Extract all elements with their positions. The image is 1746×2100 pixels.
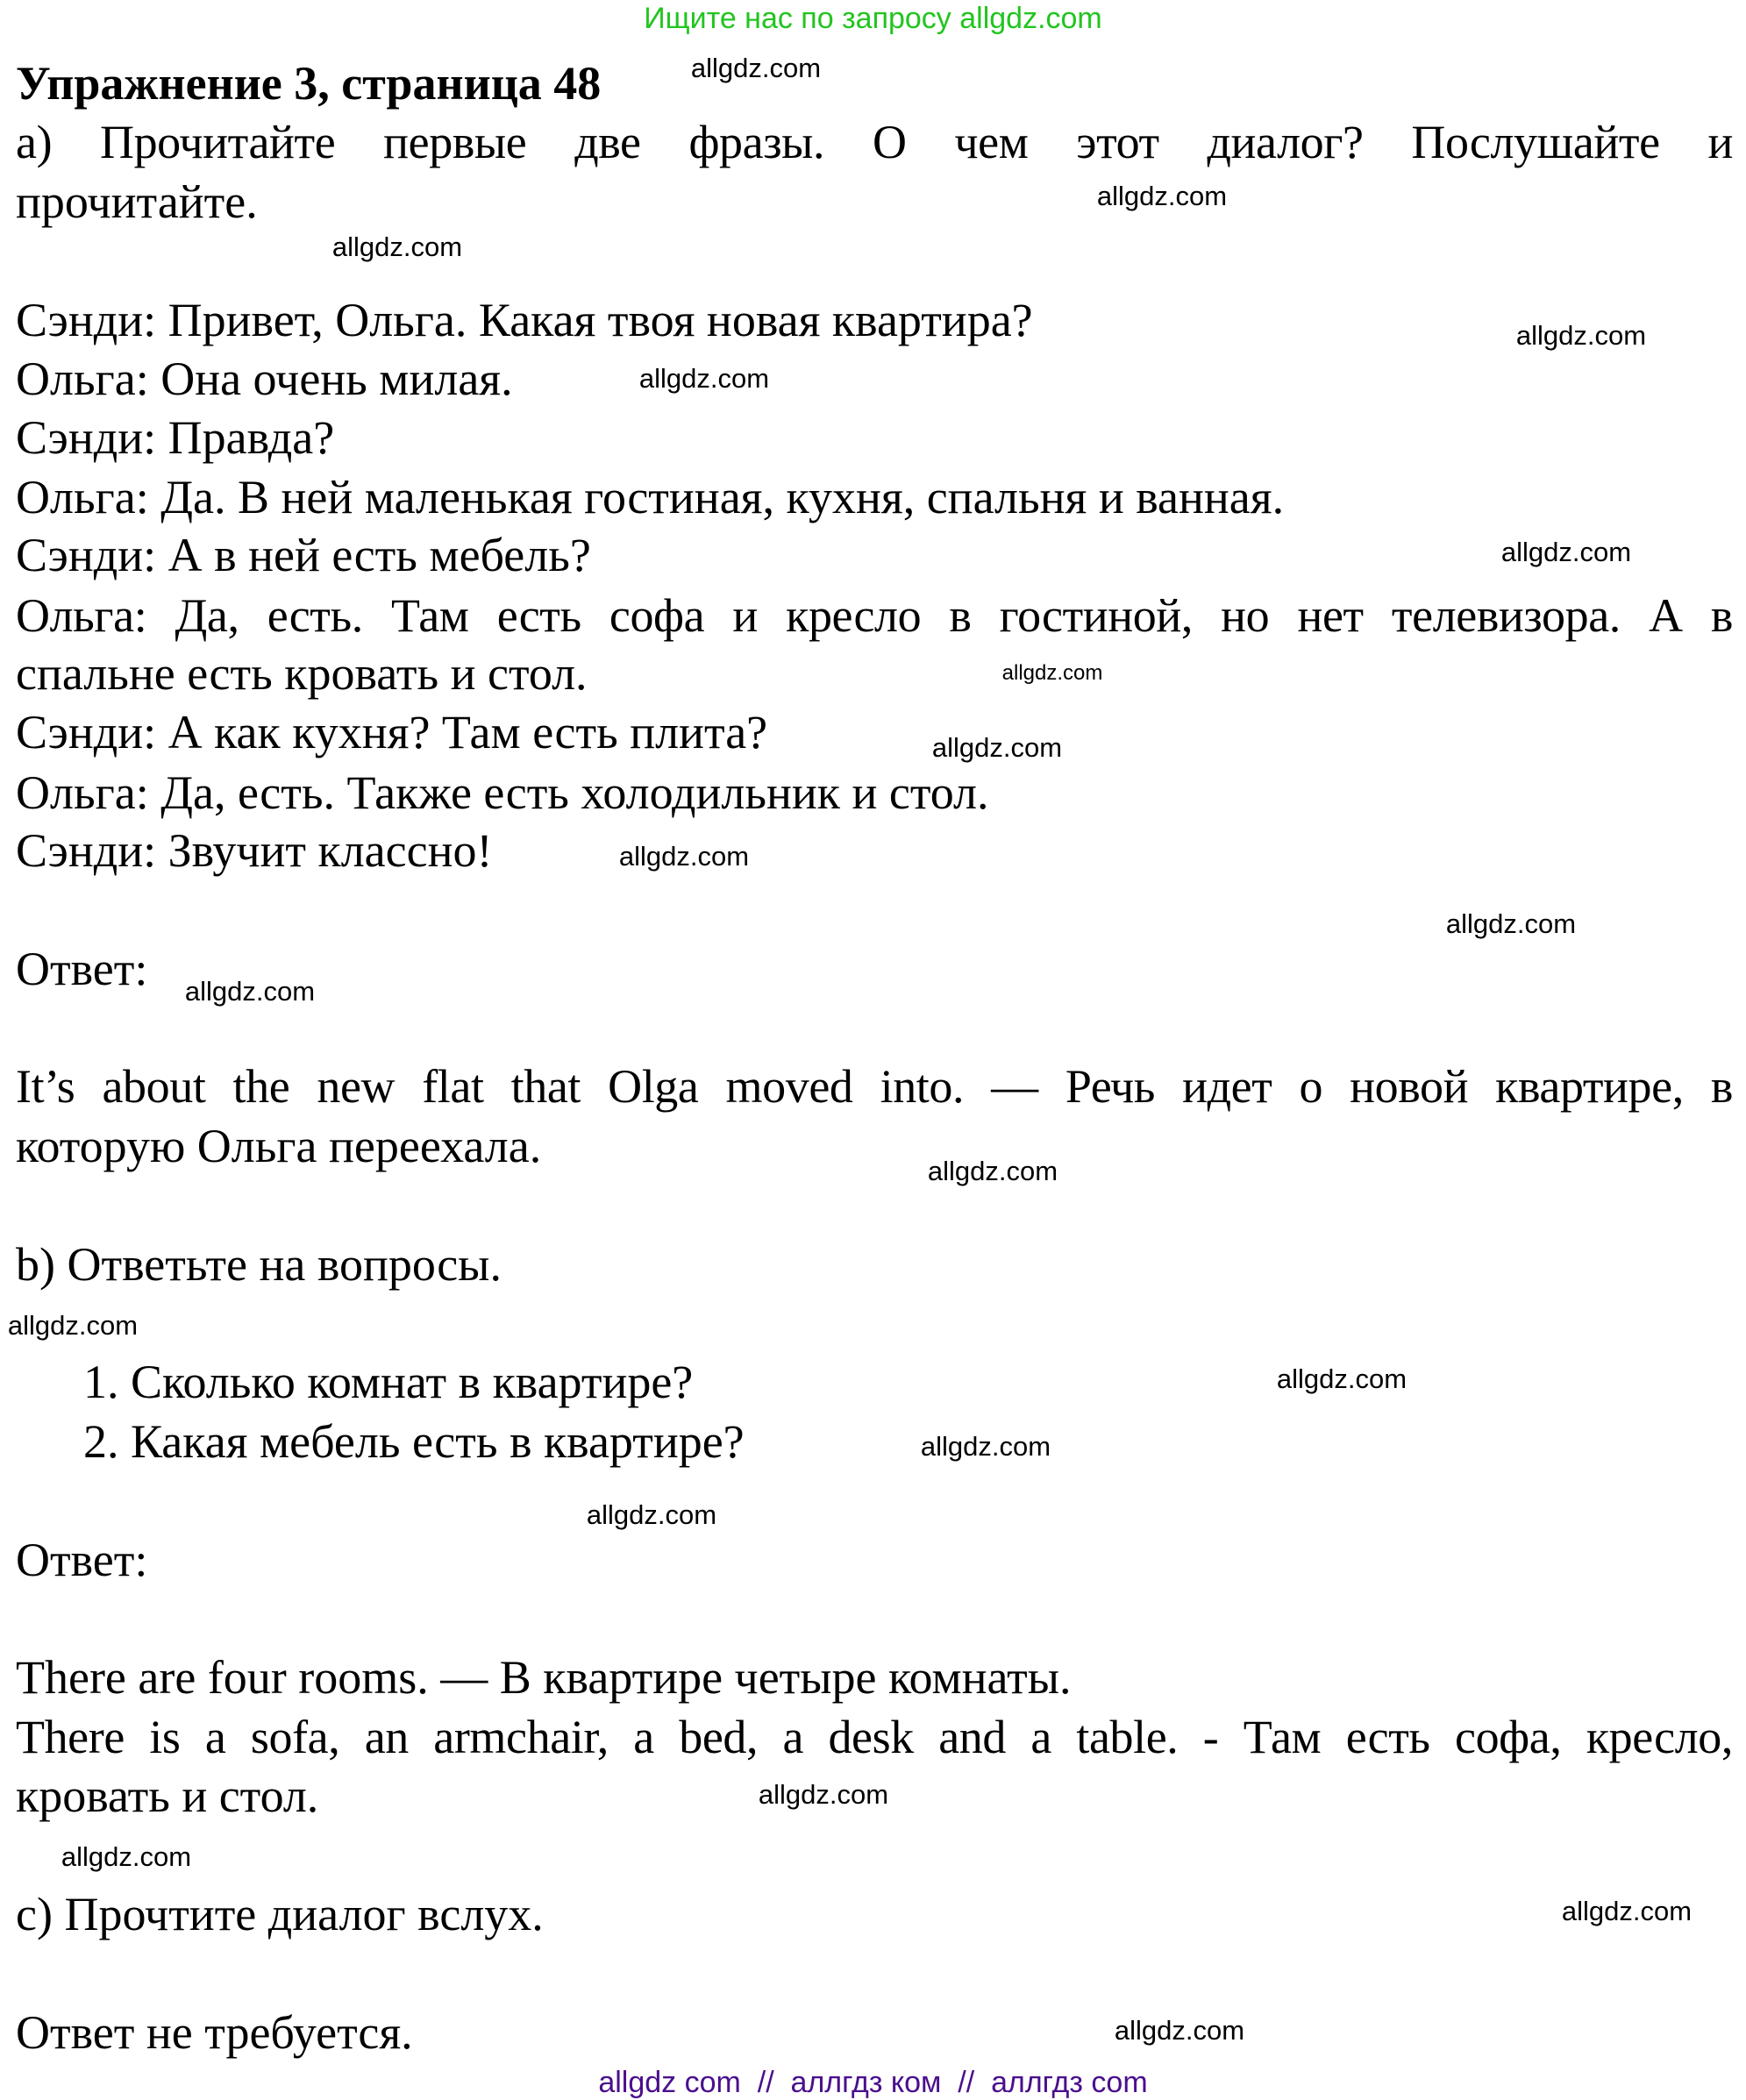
dialog-line: Сэнди: Звучит классно!	[16, 824, 493, 877]
watermark: allgdz.com	[1276, 1363, 1407, 1394]
dialog-line: Ольга: Она очень милая.	[16, 352, 513, 405]
task-c-answer: Ответ не требуется.	[16, 2006, 413, 2059]
task-a-line1: а) Прочитайте первые две фразы. О чем этот диалог? Послушайте и	[16, 116, 1733, 168]
dialog-line: Ольга: Да, есть. Также есть холодильник и стол.	[16, 766, 989, 819]
question-item: 2. Какая мебель есть в квартире?	[83, 1415, 745, 1468]
watermark: allgdz.com	[586, 1499, 717, 1530]
watermark: allgdz.com	[1561, 1896, 1693, 1926]
watermark: allgdz.com	[1500, 537, 1632, 567]
dialog-line: Ольга: Да. В ней маленькая гостиная, кухня, спальня и ванная.	[16, 471, 1285, 523]
watermark: allgdz.com	[638, 363, 770, 394]
answer-label-a: Ответ:	[16, 943, 148, 995]
answer-b-line: There is a sofa, an armchair, a bed, a desk and a table. - Там есть софа, кресло,	[16, 1711, 1733, 1763]
dialog-line: спальне есть кровать и стол.	[16, 647, 588, 700]
answer-b-line: There are four rooms. — В квартире четыре комнаты.	[16, 1651, 1072, 1704]
watermark: allgdz.com	[184, 976, 316, 1007]
watermark: allgdz.com	[331, 231, 463, 262]
watermark: allgdz.com	[1515, 320, 1647, 351]
task-c-title: с) Прочтите диалог вслух.	[16, 1888, 544, 1940]
watermark: allgdz.com	[1445, 908, 1577, 939]
task-b-title: b) Ответьте на вопросы.	[16, 1238, 502, 1291]
answer-label-b: Ответ:	[16, 1534, 148, 1586]
watermark: allgdz.com	[1001, 661, 1103, 685]
answer-b-line: кровать и стол.	[16, 1769, 319, 1822]
dialog-line: Сэнди: Правда?	[16, 411, 335, 464]
answer-a-line1: It’s about the new flat that Olga moved into. — Речь идет о новой квартире, в	[16, 1060, 1733, 1113]
watermark: allgdz.com	[1096, 181, 1228, 211]
dialog-line: Сэнди: Привет, Ольга. Какая твоя новая квартира?	[16, 294, 1033, 346]
answer-a-line2: которую Ольга переехала.	[16, 1120, 542, 1172]
watermark: allgdz.com	[61, 1841, 192, 1872]
dialog-line: Сэнди: А в ней есть мебель?	[16, 529, 591, 581]
watermark: allgdz.com	[1114, 2015, 1245, 2046]
watermark: allgdz.com	[7, 1310, 139, 1341]
dialog-line: Сэнди: А как кухня? Там есть плита?	[16, 706, 768, 758]
watermark: allgdz.com	[758, 1779, 889, 1810]
question-item: 1. Сколько комнат в квартире?	[83, 1356, 694, 1408]
watermark: allgdz.com	[931, 732, 1063, 763]
dialog-line: Ольга: Да, есть. Там есть софа и кресло в гостиной, но нет телевизора. А в	[16, 589, 1733, 642]
page-title: Упражнение 3, страница 48	[16, 57, 602, 110]
watermark: allgdz.com	[920, 1431, 1051, 1462]
promo-header[interactable]: Ищите нас по запросу allgdz.com	[644, 2, 1102, 35]
footer-links[interactable]: allgdz com // аллгдз ком // аллгдз com	[598, 2066, 1148, 2099]
watermark: allgdz.com	[927, 1156, 1058, 1186]
watermark: allgdz.com	[690, 53, 822, 83]
watermark: allgdz.com	[618, 841, 750, 872]
task-a-line2: прочитайте.	[16, 175, 258, 228]
